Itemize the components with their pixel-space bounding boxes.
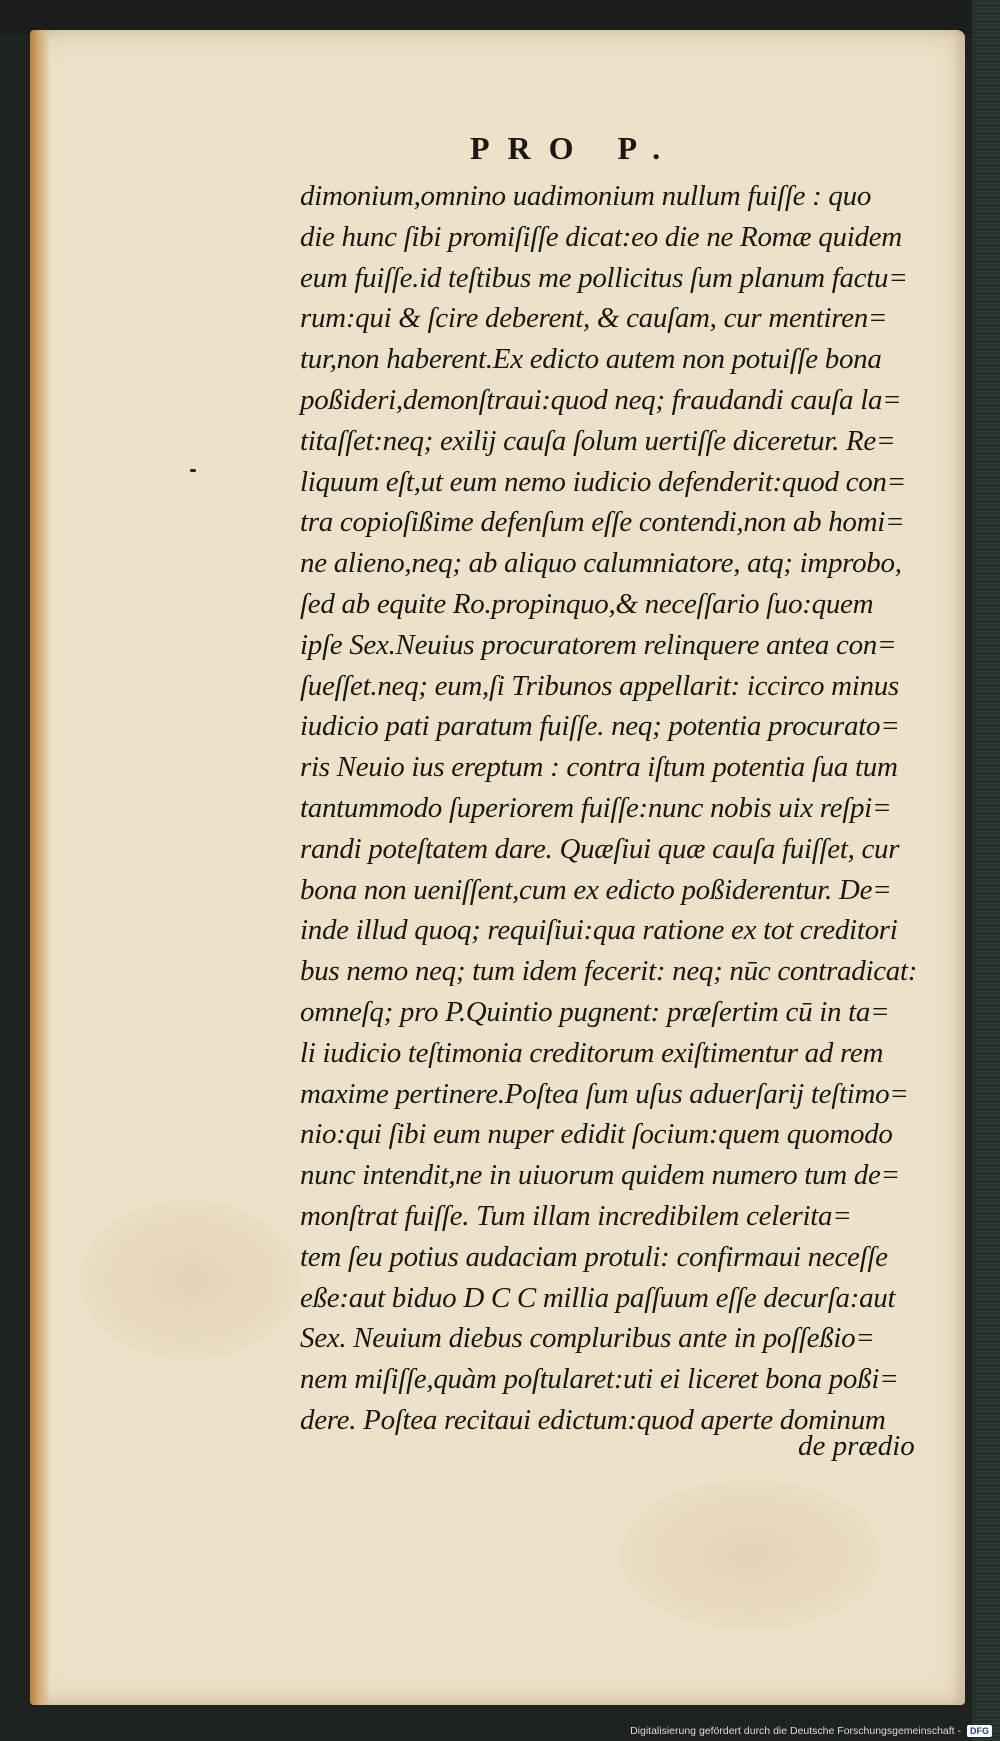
page-gutter-shadow: [30, 30, 50, 1705]
text-line: tantummodo ſuperiorem fuiſſe:nunc nobis uix reſpi=: [300, 791, 892, 824]
text-line: tur,non haberent.Ex edicto autem non potuiſſe bona: [300, 343, 882, 376]
text-line: titaſſet:neq; exilij cauſa ſolum uertiſſe diceretur. Re=: [300, 424, 896, 457]
paper-stain: [80, 1200, 300, 1360]
scan-top-edge: [0, 0, 1000, 34]
text-line: dere. Poſtea recitaui edictum:quod aperte dominum: [300, 1403, 886, 1436]
text-line: ne alieno,neq; ab aliquo calumniatore, atq; improbo,: [300, 547, 902, 580]
text-line: rum:qui & ſcire deberent, & cauſam, cur mentiren=: [300, 302, 888, 335]
running-header: PRO P.: [470, 130, 679, 166]
text-line: nem miſiſſe,quàm poſtularet:uti ei liceret bona poßi=: [300, 1363, 899, 1396]
text-line: ipſe Sex.Neuius procuratorem relinquere antea con=: [300, 628, 897, 661]
text-line: nunc intendit,ne in uiuorum quidem numero tum de=: [300, 1159, 900, 1192]
credit-text: Digitalisierung gefördert durch die Deutsche Forschungsgemeinschaft -: [630, 1725, 961, 1737]
text-line: tra copioſißime defenſum eſſe contendi,non ab homi=: [300, 506, 905, 539]
text-line: poßideri,demonſtraui:quod neq; fraudandi cauſa la=: [300, 383, 902, 416]
text-line: die hunc ſibi promiſiſſe dicat:eo die ne Romæ quidem: [300, 220, 902, 253]
book-cover-edge: [972, 0, 1000, 1741]
text-line: ris Neuio ius ereptum : contra iſtum potentia ſua tum: [300, 751, 898, 784]
text-line: dimonium,omnino uadimonium nullum fuiſſe : quo: [300, 180, 872, 212]
text-line: ſed ab equite Ro.propinquo,& neceſſario ſuo:quem: [300, 587, 874, 620]
text-line: nio:qui ſibi eum nuper edidit ſocium:quem quomodo: [300, 1118, 893, 1151]
text-line: bus nemo neq; tum idem fecerit: neq; nūc contradicat:: [300, 955, 918, 988]
digitization-credit: [630, 1725, 992, 1737]
text-line: omneſq; pro P.Quintio pugnent: præſertim cū in ta=: [300, 995, 890, 1028]
text-line: liquum eſt,ut eum nemo iudicio defenderit:quod con=: [300, 465, 906, 498]
page-text-block: [300, 176, 930, 1441]
text-line: eße:aut biduo D C C millia paſſuum eſſe decurſa:aut: [300, 1281, 896, 1314]
dfg-logo: DFG: [967, 1725, 992, 1737]
text-line: maxime pertinere.Poſtea ſum uſus aduerſarij teſtimo=: [300, 1077, 909, 1110]
text-line: monſtrat fuiſſe. Tum illam incredibilem celerita=: [300, 1199, 852, 1232]
text-line: ſueſſet.neq; eum,ſi Tribunos appellarit: iccirco minus: [300, 669, 899, 702]
text-line: inde illud quoq; requiſiui:qua ratione ex tot creditori: [300, 914, 898, 947]
text-line: randi poteſtatem dare. Quæſiui quæ cauſa fuiſſet, cur: [300, 832, 900, 865]
text-line: eum fuiſſe.id teſtibus me pollicitus ſum planum factu=: [300, 261, 908, 294]
catchword: de prædio: [798, 1430, 915, 1462]
ink-mark: [190, 469, 196, 472]
text-line: iudicio pati paratum fuiſſe. neq; potentia procurato=: [300, 710, 900, 743]
text-line: tem ſeu potius audaciam protuli: confirmaui neceſſe: [300, 1240, 888, 1273]
text-line: li iudicio teſtimonia creditorum exiſtimentur ad rem: [300, 1036, 884, 1069]
text-line: Sex. Neuium diebus compluribus ante in poſſeßio=: [300, 1322, 875, 1355]
paper-stain: [620, 1480, 880, 1630]
text-line: bona non ueniſſent,cum ex edicto poßiderentur. De=: [300, 873, 892, 906]
